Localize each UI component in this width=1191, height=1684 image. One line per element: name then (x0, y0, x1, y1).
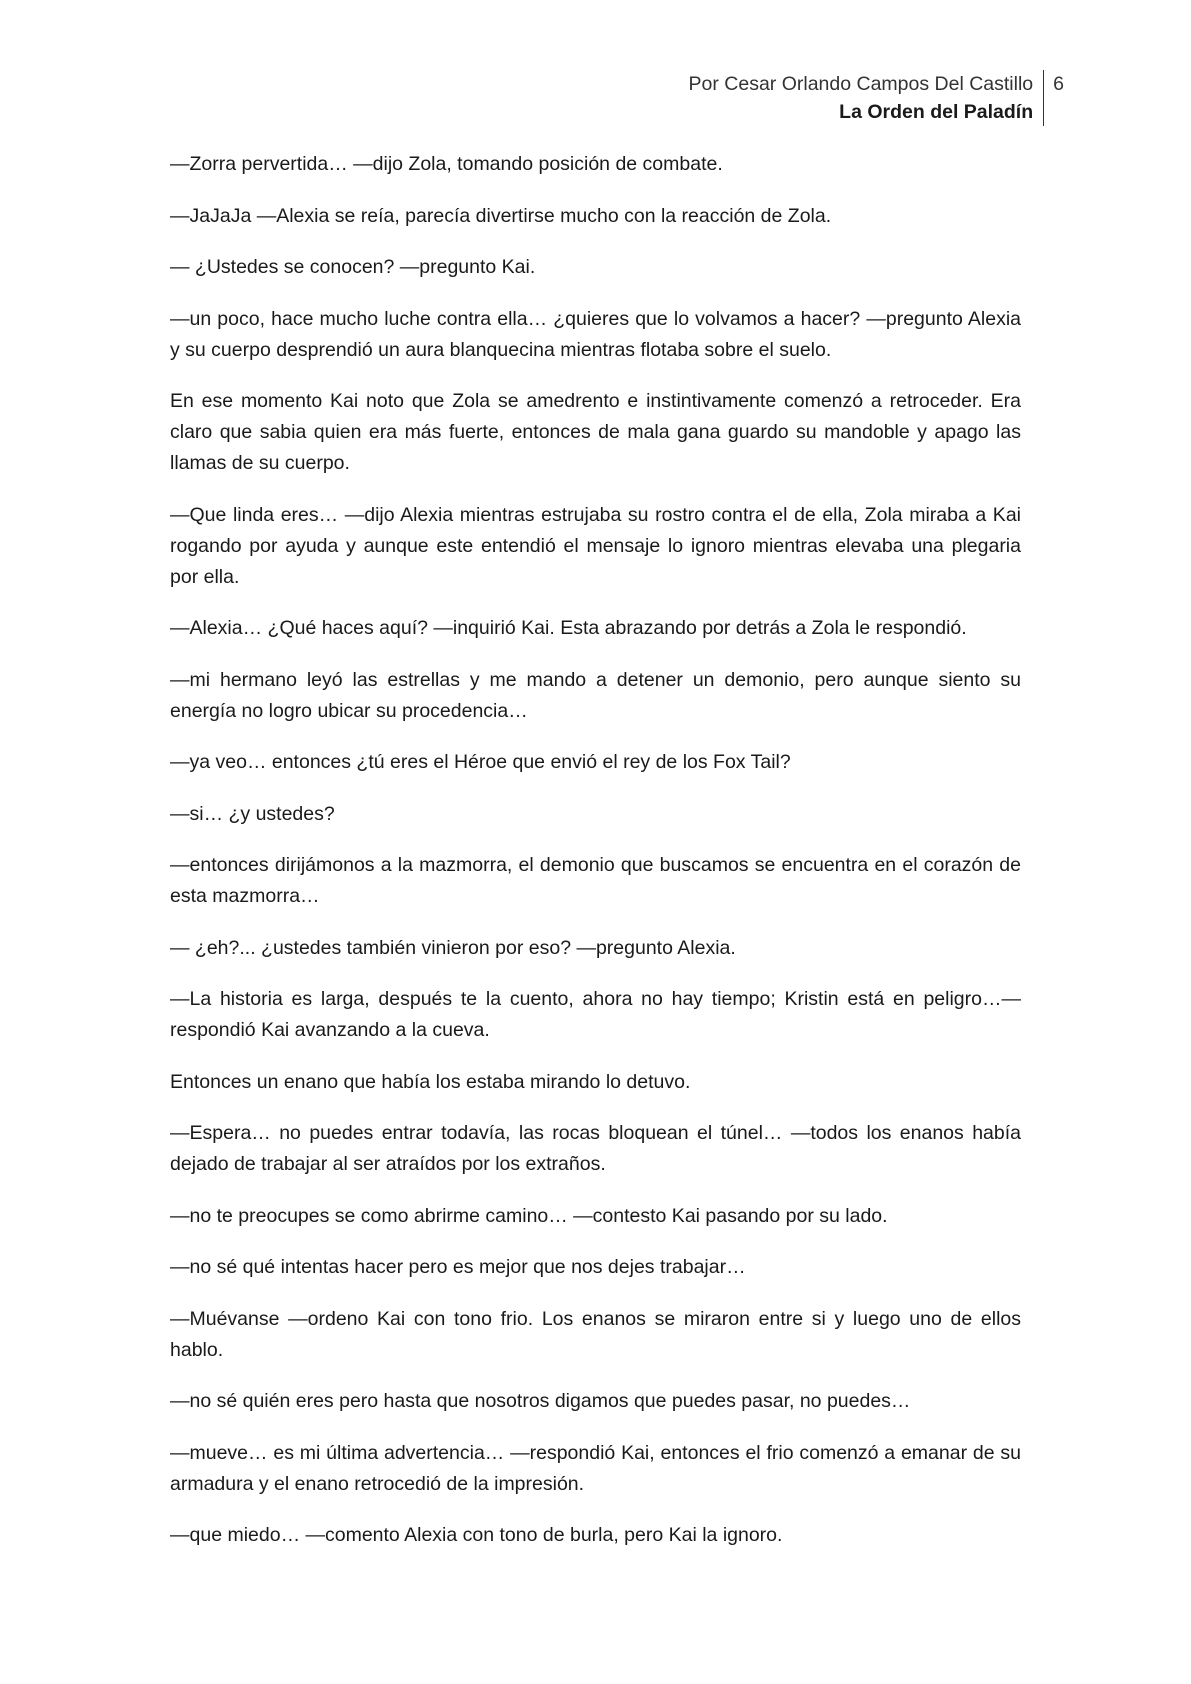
paragraph: —si… ¿y ustedes? (170, 802, 335, 825)
page-number: 6 (1053, 73, 1064, 95)
paragraph: En ese momento Kai noto que Zola se amedrento e instintivamente comenzó a retroceder. Era claro que sabia quien era más fuerte, entonces de mala gana guardo su mandoble y apago las llamas de su cuerpo. (170, 390, 1021, 474)
paragraph: Entonces un enano que había los estaba mirando lo detuvo. (170, 1070, 691, 1093)
paragraph: —entonces dirijámonos a la mazmorra, el demonio que buscamos se encuentra en el corazón de esta mazmorra… (170, 854, 1021, 907)
header-text-block (689, 70, 1044, 126)
document-body (170, 149, 1021, 1572)
header-author: Por Cesar Orlando Campos Del Castillo (688, 73, 1034, 95)
paragraph: — ¿eh?... ¿ustedes también vinieron por eso? —pregunto Alexia. (170, 936, 736, 959)
paragraph: —un poco, hace mucho luche contra ella… ¿quieres que lo volvamos a hacer? —pregunto Alexia y su cuerpo desprendió un aura blanquecina mientras flotaba sobre el suelo. (170, 307, 1021, 361)
paragraph: —Que linda eres… —dijo Alexia mientras estrujaba su rostro contra el de ella, Zola miraba a Kai rogando por ayuda y aunque este entendió el mensaje lo ignoro mientras elevaba una plegaria por ella. (170, 503, 1021, 588)
paragraph: —ya veo… entonces ¿tú eres el Héroe que envió el rey de los Fox Tail? (170, 751, 791, 773)
paragraph: —no sé qué intentas hacer pero es mejor que nos dejes trabajar… (170, 1256, 746, 1278)
paragraph: —mueve… es mi última advertencia… —respondió Kai, entonces el frio comenzó a emanar de su armadura y el enano retrocedió de la impresión. (170, 1441, 1021, 1495)
paragraph: —La historia es larga, después te la cuento, ahora no hay tiempo; Kristin está en peligro…— respondió Kai avanzando a la cueva. (170, 988, 1021, 1041)
paragraph: —Alexia… ¿Qué haces aquí? —inquirió Kai. Esta abrazando por detrás a Zola le respondió. (170, 617, 967, 639)
paragraph: —Muévanse —ordeno Kai con tono frio. Los enanos se miraron entre si y luego uno de ellos hablo. (170, 1307, 1021, 1361)
paragraph: —Espera… no puedes entrar todavía, las rocas bloquean el túnel… —todos los enanos había dejado de trabajar al ser atraídos por los extraños. (170, 1122, 1021, 1175)
paragraph: — ¿Ustedes se conocen? —pregunto Kai. (170, 256, 536, 278)
page-header (689, 70, 1065, 126)
header-title: La Orden del Paladín (839, 101, 1034, 123)
paragraph: —no te preocupes se como abrirme camino… —contesto Kai pasando por su lado. (170, 1204, 888, 1227)
paragraph: —Zorra pervertida… —dijo Zola, tomando posición de combate. (170, 153, 723, 175)
paragraph: —que miedo… —comento Alexia con tono de burla, pero Kai la ignoro. (170, 1524, 783, 1546)
paragraph: —JaJaJa —Alexia se reía, parecía divertirse mucho con la reacción de Zola. (170, 204, 832, 227)
paragraph: —mi hermano leyó las estrellas y me mando a detener un demonio, pero aunque siento su energía no logro ubicar su procedencia… (170, 668, 1021, 722)
paragraph: —no sé quién eres pero hasta que nosotros digamos que puedes pasar, no puedes… (170, 1390, 911, 1412)
